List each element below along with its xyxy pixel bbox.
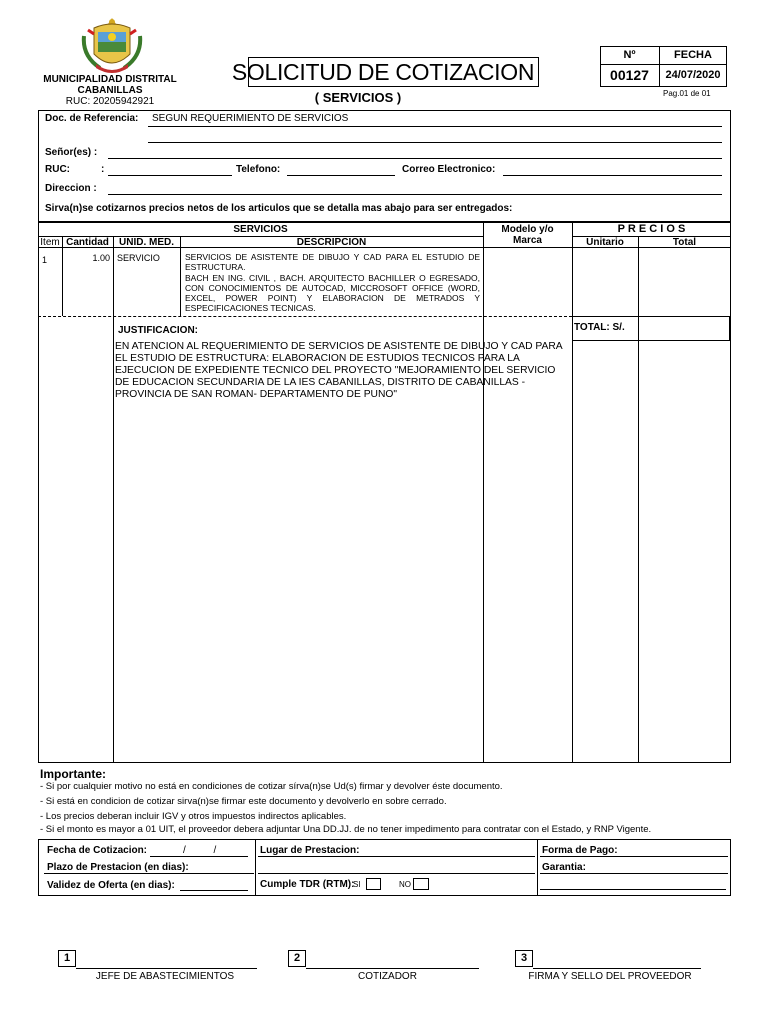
document-number: 00127	[610, 67, 649, 83]
validez-label: Validez de Oferta (en dias):	[47, 880, 175, 891]
garantia-label: Garantia:	[542, 862, 586, 873]
importante-title: Importante:	[40, 767, 106, 781]
fecha-cotizacion-sep: / /	[183, 845, 217, 856]
no-label: NO	[399, 880, 411, 889]
total-header: Total	[672, 237, 697, 248]
doc-ref-label: Doc. de Referencia:	[45, 113, 139, 124]
cantidad-header: Cantidad	[66, 237, 109, 248]
row-cantidad: 1.00	[92, 253, 110, 263]
signature-3-number: 3	[515, 950, 533, 967]
lugar-label: Lugar de Prestacion:	[260, 845, 360, 856]
correo-field[interactable]	[503, 175, 722, 176]
no-checkbox[interactable]	[413, 878, 429, 890]
item-header: Item	[40, 237, 60, 248]
signature-2-number: 2	[288, 950, 306, 967]
page-indicator: Pag.01 de 01	[663, 89, 711, 98]
plazo-label: Plazo de Prestacion (en dias):	[47, 862, 189, 873]
ruc-label: RUC:	[45, 164, 70, 175]
signature-2-line[interactable]	[306, 968, 479, 969]
signature-2-label: COTIZADOR	[358, 971, 417, 982]
district-name: CABANILLAS	[77, 85, 143, 96]
doc-ref-value[interactable]: SEGUN REQUERIMIENTO DE SERVICIOS	[152, 113, 349, 124]
municipality-name: MUNICIPALIDAD DISTRITAL	[43, 74, 177, 85]
descripcion-header: DESCRIPCION	[296, 237, 367, 248]
si-label: SI	[353, 880, 361, 889]
signature-1-label: JEFE DE ABASTECIMIENTOS	[95, 971, 235, 982]
justificacion-label: JUSTIFICACION:	[118, 325, 198, 336]
ruc-field[interactable]	[108, 175, 232, 176]
unitario-header: Unitario	[586, 237, 624, 248]
ruc-header: RUC: 20205942921	[65, 96, 155, 107]
senores-field[interactable]	[108, 158, 722, 159]
row-description: SERVICIOS DE ASISTENTE DE DIBUJO Y CAD PARA EL ESTUDIO DE ESTRUCTURA. BACH EN ING. CIVIL , BACH. ARQUITECTO BACHILLER O EGRESADO, CON CONOCIMIENTOS DE AUTOCAD, MICCROSOFT OFFICE (WORD, EXCEL, POWER POINT) Y ELABORACION DE METRADOS Y ESPECIFICACIONES TECNICAS.	[185, 252, 480, 314]
signature-3-label: FIRMA Y SELLO DEL PROVEEDOR	[528, 971, 692, 982]
justificacion-text: EN ATENCION AL REQUERIMIENTO DE SERVICIOS DE ASISTENTE DE DIBUJO Y CAD PARA EL ESTUDIO DE ESTRUCTURA: ELABORACION DE ESTUDIOS TECNICOS PARA LA EJECUCION DE EXPEDIENTE TECNICO DEL PROYECTO "MEJORAMIENTO DEL SERVICIO DE EDUCACION SECUNDARIA DE LA IES CABANILLAS, DISTRITO DE CABANILLAS - PROVINCIA DE SAN ROMAN- DEPARTAMENTO DE PUNO"	[115, 341, 563, 400]
row-item: 1	[42, 255, 48, 265]
no-label: Nº	[623, 49, 636, 61]
garantia-field[interactable]	[540, 889, 726, 890]
importante-line-4: - Si el monto es mayor a 01 UIT, el proveedor debera adjuntar Una DD.JJ. de no tener impedimento para contratar con el Estado, y RNP Vigente.	[40, 824, 652, 835]
total-label: TOTAL: S/.	[574, 322, 625, 333]
senores-label: Señor(es) :	[45, 147, 98, 158]
fecha-cotizacion-label: Fecha de Cotizacion:	[47, 845, 148, 856]
page-title: SOLICITUD DE COTIZACION	[231, 59, 535, 85]
row-unid: SERVICIO	[117, 253, 160, 263]
signature-1-number: 1	[58, 950, 76, 967]
telefono-field[interactable]	[287, 175, 395, 176]
forma-pago-label: Forma de Pago:	[542, 845, 618, 856]
fecha-label: FECHA	[674, 49, 712, 61]
note-text: Sirva(n)se cotizarnos precios netos de los articulos que se detalla mas abajo para ser entregados:	[45, 203, 513, 214]
importante-line-2: - Si está en condicion de cotizar sirva(n)se firmar este documento y devolverlo en sobre cerrado.	[40, 796, 447, 807]
servicios-header: SERVICIOS	[233, 224, 288, 235]
telefono-label: Telefono:	[236, 164, 281, 175]
direccion-label: Direccion :	[45, 183, 97, 194]
municipal-seal	[80, 16, 144, 76]
page-subtitle: ( SERVICIOS )	[314, 90, 402, 105]
precios-header: P R E C I O S	[617, 223, 686, 235]
importante-line-3: - Los precios deberan incluir IGV y otros impuestos indirectos aplicables.	[40, 811, 347, 822]
signature-3-line[interactable]	[533, 968, 701, 969]
marca-header: Marca	[513, 235, 542, 246]
correo-label: Correo Electronico:	[402, 164, 496, 175]
cumple-tdr-label: Cumple TDR (RTM):	[260, 879, 355, 890]
document-date: 24/07/2020	[665, 69, 721, 81]
signature-1-line[interactable]	[76, 968, 257, 969]
fecha-cotizacion-field[interactable]	[150, 856, 248, 857]
importante-line-1: - Si por cualquier motivo no está en condiciones de cotizar sírva(n)se Ud(s) firmar y devolver éste documento.	[40, 781, 503, 792]
direccion-field[interactable]	[108, 194, 722, 195]
si-checkbox[interactable]	[366, 878, 381, 890]
unid-header: UNID. MED.	[119, 237, 174, 248]
ruc-colon: :	[101, 164, 105, 175]
validez-field[interactable]	[180, 890, 248, 891]
modelo-header: Modelo y/o	[501, 224, 554, 235]
